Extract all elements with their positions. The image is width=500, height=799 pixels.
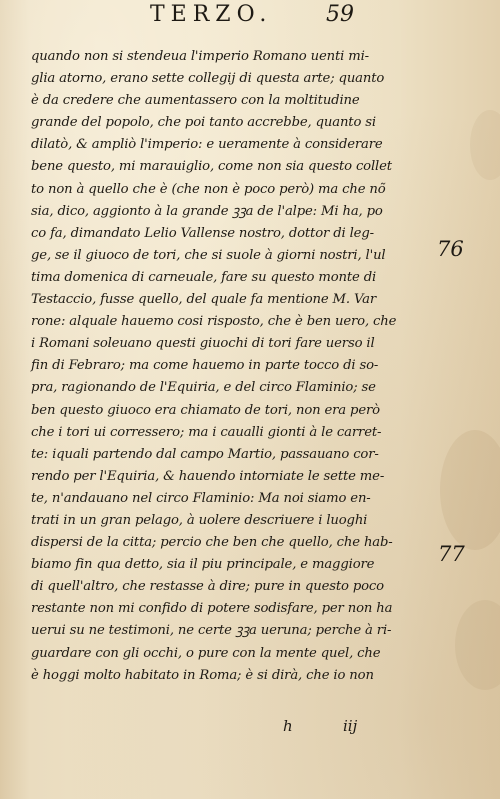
- text-line: co fa, dimandato Lelio Vallense nostro, dottor di leg-: [31, 225, 374, 241]
- text-line: quando non si stendeua l'imperio Romano uenti mi-: [31, 49, 369, 64]
- text-line: rone: alquale hauemo cosi risposto, che è ben uero, che: [31, 314, 397, 330]
- text-line: Testaccio, fusse quello, del quale fa mentione M. Var: [31, 292, 376, 308]
- text-line: biamo fin qua detto, sia il piu principale, e maggiore: [31, 557, 375, 573]
- text-line: glia atorno, erano sette collegij di questa arte; quanto: [31, 71, 385, 87]
- margin-note: 77: [438, 542, 465, 566]
- body-text: [31, 46, 431, 687]
- text-line: sia, dico, aggionto à la grande ꝫꝫa de l'alpe: Mi ha, po: [31, 203, 383, 219]
- text-line: i Romani soleuano questi giuochi di tori fare uerso il: [31, 336, 375, 352]
- text-line: uerui su ne testimoni, ne certe ꝫꝫa ueruna; perche à ri-: [31, 623, 392, 639]
- signature-mark: h: [283, 717, 293, 735]
- text-line: restante non mi confido di potere sodisfare, per non ha: [31, 601, 393, 617]
- text-line: ge, se il giuoco de tori, che si suole à giorni nostri, l'ul: [31, 247, 386, 263]
- text-line: tima domenica di carneuale, fare su questo monte di: [31, 269, 377, 285]
- paper-stain: [470, 110, 500, 180]
- margin-note: 76: [437, 237, 464, 261]
- text-line: bene questo, mi marauiglio, come non sia questo collet: [31, 159, 392, 175]
- text-line: fin di Febraro; ma come hauemo in parte tocco di so-: [31, 358, 379, 374]
- text-line: dispersi de la citta; percio che ben che quello, che hab-: [31, 535, 393, 551]
- text-line: te: iquali partendo dal campo Martio, passauano cor-: [31, 446, 379, 462]
- text-line: te, n'andauano nel circo Flaminio: Ma noi siamo en-: [31, 490, 371, 506]
- paper-stain: [440, 430, 500, 550]
- text-line: grande del popolo, che poi tanto accrebbe, quanto si: [31, 115, 376, 131]
- page-number: 59: [326, 2, 354, 27]
- text-line: to non à quello che è (che non è poco però) ma che nõ: [31, 181, 386, 197]
- text-line: è hoggi molto habitato in Roma; è si dirà, che io non: [31, 667, 374, 683]
- text-line: ben questo giuoco era chiamato de tori, non era però: [31, 402, 380, 418]
- text-line: pra, ragionando de l'Equiria, e del circo Flaminio; se: [31, 380, 376, 396]
- text-line: che i tori ui corressero; ma i caualli gionti à le carret-: [31, 424, 382, 440]
- running-head: TERZO.: [150, 2, 273, 27]
- text-line: rendo per l'Equiria, & hauendo intorniate le sette me-: [31, 468, 385, 484]
- paper-stain: [455, 600, 500, 690]
- text-line: dilatò, & ampliò l'imperio: e ueramente à considerare: [31, 137, 383, 153]
- text-line: guardare con gli occhi, o pure con la mente quel, che: [31, 645, 381, 661]
- catchword: iij: [343, 717, 358, 735]
- text-line: è da credere che aumentassero con la moltitudine: [31, 93, 360, 109]
- text-line: di quell'altro, che restasse à dire; pure in questo poco: [31, 579, 384, 595]
- text-line: trati in un gran pelago, à uolere descriuere i luoghi: [31, 512, 368, 528]
